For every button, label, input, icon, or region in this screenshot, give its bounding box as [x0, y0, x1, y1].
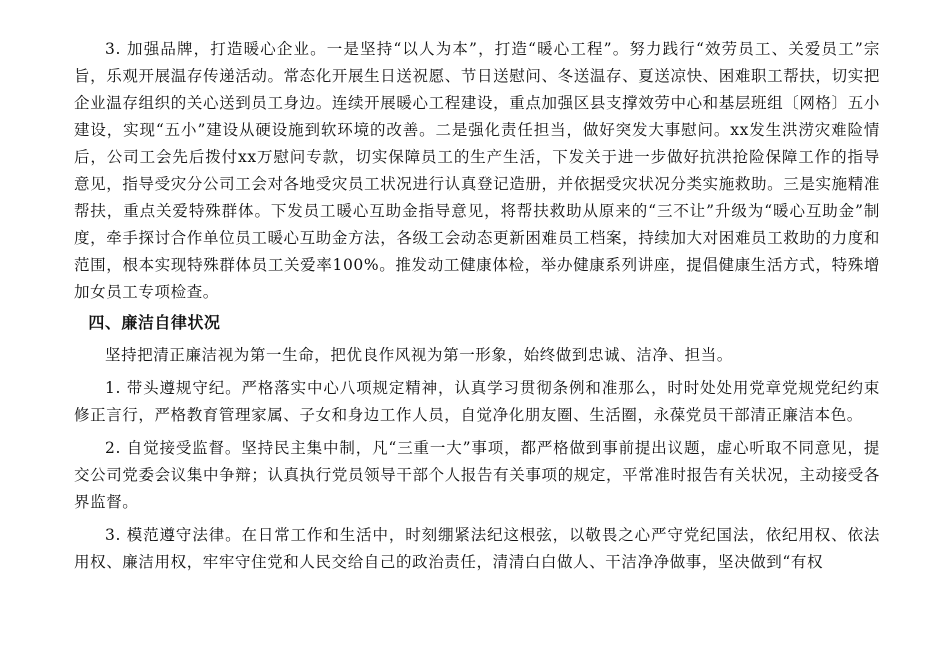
- paragraph-integrity-intro: 坚持把清正廉洁视为第一生命，把优良作风视为第一形象，始终做到忠诚、洁净、担当。: [105, 346, 733, 364]
- document-page: [74, 36, 880, 576]
- paragraph-law-abiding: 3. 模范遵守法律。在日常工作和生活中，时刻绷紧法纪这根弦，以敬畏之心严守党纪国法，依纪用权、依法用权、廉洁用权，牢牢守住党和人民交给自己的政治责任，清清白白做人、干洁净净做事，坚决做到“有权: [74, 526, 880, 571]
- section-heading-integrity: 四、廉洁自律状况: [88, 313, 221, 332]
- paragraph-discipline: 1. 带头遵规守纪。严格落实中心八项规定精神，认真学习贯彻条例和准那么，时时处处用党章党规党纪约束修正言行，严格教育管理家属、子女和身边工作人员，自觉净化朋友圈、生活圈，永葆党员干部清正廉洁本色。: [74, 379, 880, 424]
- paragraph-supervision: 2. 自觉接受监督。坚持民主集中制，凡“三重一大”事项，都严格做到事前提出议题，虚心听取不同意见，提交公司党委会议集中争辩；认真执行党员领导干部个人报告有关事项的规定，平常准时报告有关状况，主动接受各界监督。: [74, 439, 880, 511]
- paragraph-brand-building: 3. 加强品牌，打造暖心企业。一是坚持“以人为本”，打造“暖心工程”。努力践行“效劳员工、关爱员工”宗旨，乐观开展温存传递活动。常态化开展生日送祝愿、节日送慰问、冬送温存、夏送凉快、困难职工帮扶，切实把企业温存组织的关心送到员工身边。连续开展暖心工程建设，重点加强区县支撑效劳中心和基层班组〔网格〕五小建设，实现“五小”建设从硬设施到软环境的改善。二是强化责任担当，做好突发大事慰问。xx发生洪涝灾难险情后，公司工会先后拨付xx万慰问专款，切实保障员工的生产生活，下发关于进一步做好抗洪抢险保障工作的指导意见，指导受灾分公司工会对各地受灾员工状况进行认真登记造册，并依据受灾状况分类实施救助。三是实施精准帮扶，重点关爱特殊群体。下发员工暖心互助金指导意见，将帮扶救助从原来的“三不让”升级为“暖心互助金”制度，牵手探讨合作单位员工暖心互助金方法，各级工会动态更新困难员工档案，持续加大对困难员工救助的力度和范围，根本实现特殊群体员工关爱率100%。推发动工健康体检，举办健康系列讲座，提倡健康生活方式，特殊增加女员工专项检查。: [74, 40, 880, 301]
